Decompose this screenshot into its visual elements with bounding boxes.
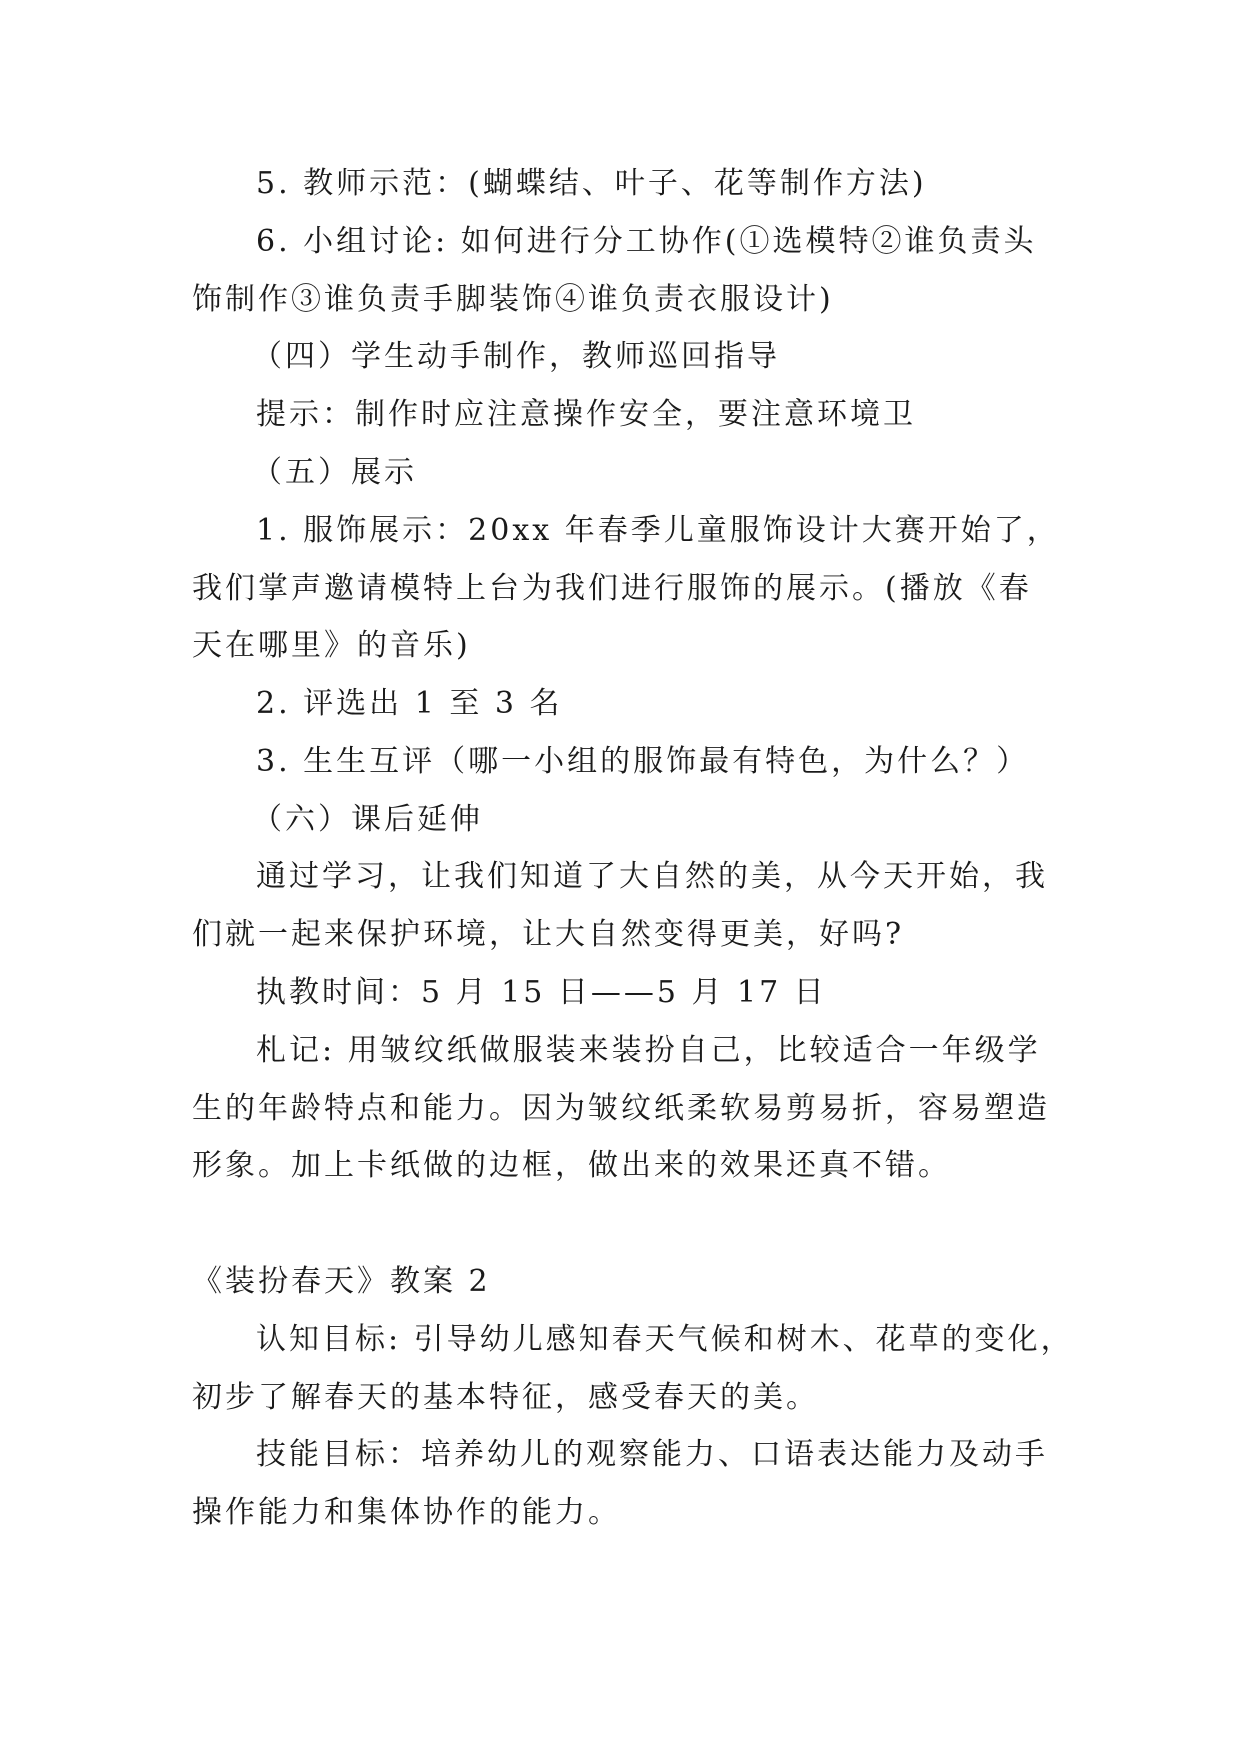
section-5-heading: （五）展示 — [252, 455, 417, 490]
step-5-line: 5. 教师示范：(蝴蝶结、叶子、花等制作方法) — [256, 166, 927, 201]
cognitive-goal-line-1: 认知目标: 引导幼儿感知春天气候和树木、花草的变化， — [256, 1322, 1074, 1357]
display-item-3: 3. 生生互评（哪一小组的服饰最有特色，为什么？） — [256, 744, 1030, 779]
section-4-heading: （四）学生动手制作，教师巡回指导 — [252, 339, 780, 374]
lesson-plan-2-title: 《装扮春天》教案 2 — [192, 1264, 491, 1299]
notes-line-2: 生的年龄特点和能力。因为皱纹纸柔软易剪易折，容易塑造 — [192, 1091, 1050, 1126]
display-item-1: 1. 服饰展示：20xx 年春季儿童服饰设计大赛开始了， — [256, 513, 1060, 548]
notes-line-1: 札记: 用皱纹纸做服装来装扮自己，比较适合一年级学 — [256, 1033, 1041, 1068]
teaching-time-line: 执教时间：5 月 15 日——5 月 17 日 — [256, 975, 827, 1010]
extension-para-line-2: 们就一起来保护环境，让大自然变得更美，好吗? — [192, 917, 905, 952]
step-6-continuation: 饰制作③谁负责手脚装饰④谁负责衣服设计) — [192, 282, 834, 317]
display-item-2: 2. 评选出 1 至 3 名 — [256, 686, 563, 721]
extension-para-line-1: 通过学习，让我们知道了大自然的美，从今天开始，我 — [256, 859, 1048, 894]
tip-line: 提示：制作时应注意操作安全，要注意环境卫 — [256, 397, 916, 432]
skill-goal-line-1: 技能目标：培养幼儿的观察能力、口语表达能力及动手 — [256, 1437, 1048, 1472]
cognitive-goal-line-2: 初步了解春天的基本特征，感受春天的美。 — [192, 1380, 819, 1415]
section-6-heading: （六）课后延伸 — [252, 802, 483, 837]
display-item-1-cont-a: 我们掌声邀请模特上台为我们进行服饰的展示。(播放《春 — [192, 571, 1032, 606]
skill-goal-line-2: 操作能力和集体协作的能力。 — [192, 1495, 621, 1530]
display-item-1-cont-b: 天在哪里》的音乐) — [192, 628, 471, 663]
step-6-line: 6. 小组讨论: 如何进行分工协作(①选模特②谁负责头 — [256, 224, 1037, 259]
notes-line-3: 形象。加上卡纸做的边框，做出来的效果还真不错。 — [192, 1148, 951, 1183]
